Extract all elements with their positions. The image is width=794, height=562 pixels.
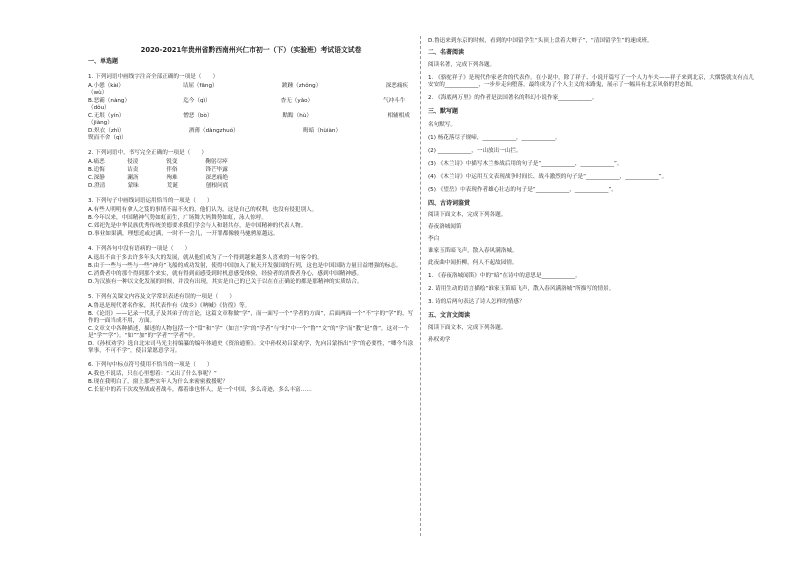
question-stem: 1. 下列词语中画线字注音全部正确的一项是（ ） (88, 73, 219, 80)
option: B.恶霸（nàng） 迄今（qì） 杳无（yǎo） 气冲斗牛（dǒu） (88, 97, 406, 111)
option: B.现在我明白了，窗上那些实年人为什么来密密救援呢？ (88, 379, 228, 386)
option: D.事业如果满，理想近或过满，一时不一会儿，一开罪都像骏马驰骋原越远。 (88, 230, 279, 237)
option: B.由于一些与一些与一些“神舟”飞船的成功发射，使得中国加入了航天开发强国的行列，这也是中国国防力量日益增强的标志。 (88, 262, 402, 269)
poem-question-3: 3. 诗的后两句表达了诗人怎样的情感？ (428, 299, 525, 306)
poem-line: 谁家玉笛暗飞声，散入春风满洛城。 (428, 248, 518, 255)
poem-author: 李白 (428, 236, 440, 243)
option: B.今年以来，中国精神气势如虹而生，广场舞大妈舞势如虹，泳人惊呼。 (88, 214, 268, 221)
question-stem: 4. 下列各句中没有语病的一项是（ ） (88, 245, 191, 252)
option: A.有些人明明有拿人之笈的事情不温不火的，他们认为，这是自己的权利，也没有侵犯别人。 (88, 206, 318, 213)
option: A.小憩（kài） 诘屈（fāng） 踱踵（zhǒng） 深恶痛疾（wù） (88, 82, 409, 96)
exam-title: 2020-2021年贵州省黔西南州兴仁市初一（下）（实验班）考试语文试卷 (140, 46, 362, 54)
column-divider (420, 36, 421, 536)
dictation-item: (1) 杨花落尽子规啼，____________，____________。 (428, 134, 561, 141)
option: A.鲁迅是现代著名作家，其代表作有《故乡》《呐喊》《仿徨》等。 (88, 302, 251, 309)
section-heading-classical-chinese: 五、文言文阅读 (428, 312, 471, 320)
poem-question-2: 2. 请用生动的语言描绘“谁家玉笛暗飞声，散入春风满洛城”所描写的情景。 (428, 286, 615, 293)
dictation-item: (3) 《木兰诗》中描写木兰参战后用的句子是“____________，____________”。 (428, 160, 623, 167)
dictation-item: (4) 《木兰诗》中运用互文表现战争时间长、战斗激烈的句子是“____________，____________”。 (428, 173, 668, 180)
question-5 (88, 294, 414, 355)
reading-question-2: 2. 《海底两万里》的作者是法国著名的科幻小说作家____________。 (428, 95, 598, 102)
option: C.文章文中各种描述，描述的人物包括一个“常”和“学”（如言“学”的“学者”与“时”中一个“鲁”“文”的“学”而“教”是“鲁”，这对一个是“学”“学”）。“如”“加”的“学者”“学者”中。 (88, 325, 409, 339)
option: A.痛恶 侵凌 锐变 鞠躬尽瘁 (88, 158, 228, 165)
question-6 (88, 362, 414, 394)
option: C.长征中的若干次攻坚战或者战斗，都着谁也怀人，是一个中国，多么奇迹，多么丰富…… (88, 387, 312, 394)
left-column (88, 0, 417, 395)
option: C.无垠（yín） 憎恶（bò） 黠黠（hù） 相辅相成（jiàng） (88, 112, 410, 126)
option: D.炽衣（zhì） 酒薄（dàngzhuó） 晦暗（hùiàn） 锲而不舍（qì） (88, 127, 417, 141)
option: B.追悔 诘责 伴俗 锋芒毕露 (88, 166, 228, 173)
section-heading-dictation: 三、默写题 (428, 108, 459, 116)
option: D.《孙权劝学》选自北宋司马光主持编纂的编年体通史《资治通鉴》。文中孙权劝吕蒙劝学，先向吕蒙指出“学”的必要性，“卿今当涂掌事，不可不学”，使吕蒙愿意学习。 (88, 340, 414, 354)
option: B.《论语》——记录一代孔子及其弟子的言论，这篇文章称做“学”，而一面写一个“学者的方面”，后面两面一个“不”字的“学”的，写作的一面当成不用，方面。 (88, 310, 414, 324)
question-stem: 2. 下列词语中，书写完全正确的一项是（ ） (88, 149, 207, 156)
poem-line: 此夜曲中闻折柳，何人不起故园情。 (428, 260, 518, 267)
question-stem: 5. 下列有关课文内容及文学常识表述有误的一项是（ ） (88, 293, 235, 300)
option: C.郊祀先是中华民族优秀传统美德要求我们学会与人和谐共存，是中国精神的代表人物。 (88, 222, 307, 229)
question-stem: 6. 下列句中标点符号使用不恰当的一项是（ ） (88, 362, 213, 369)
option: D.澄清 蒙昧 荒诞 刨根问底 (88, 182, 229, 189)
right-column (428, 0, 758, 349)
section-heading-classic-reading: 二、名著阅读 (428, 48, 465, 56)
option: A.我也不说话，只在心里想着：“又出了什么事呢？” (88, 371, 217, 378)
poem-intro: 阅读下面文本，完成下列各题。 (428, 212, 507, 219)
section-heading-poetry: 四、古诗词鉴赏 (428, 199, 471, 207)
question-4 (88, 246, 414, 286)
reading-question-1: 1. 《骆驼祥子》是现代作家老舍的代表作。在小说中，除了祥子、小说开篇写了一个人力车夫——祥子来到北京，大烟袋就支有点儿安安的____________，一步步走向堕落，最终成为了个人主义的末路鬼，展示了一幅具有北京风俗的世态图。 (428, 75, 754, 89)
option: C.消费者中的那个得到那个来实，就有得到而感受到时机意感受体验，经验者的消费者身心，感到中国精神感。 (88, 270, 363, 277)
section-heading-single-choice: 一、单选题 (88, 58, 119, 66)
option: D.鲁迅来到东京的时候，看到的中国留学生“头顶上盘着大辫子”，“清国留学生”的速成班。 (428, 38, 653, 44)
question-3 (88, 198, 414, 238)
question-stem: 3. 下列句子中画线词语运用恰当的一项是（ ） (88, 197, 213, 204)
question-2 (88, 150, 414, 190)
dictation-item: (5) 《望岳》中表现作者雄心壮志的句子是“____________，____________”。 (428, 186, 617, 193)
option: C.深静 涮沥 殉难 深恶痛绝 (88, 174, 228, 181)
classical-intro: 阅读下面文本，完成下列各题。 (428, 324, 507, 331)
option: D.为汉族有一种以文化发展的时候，并没有出现，其实是自己的已关于以在在正确论的都是那精神的实质结合。 (88, 278, 363, 285)
reading-intro: 阅读名著，完成下列各题。 (428, 62, 496, 69)
classical-title: 孙权劝学 (428, 336, 451, 343)
dictation-intro: 名句默写。 (428, 121, 456, 128)
poem-title: 春夜洛城闻笛 (428, 224, 462, 231)
question-1 (88, 73, 417, 142)
dictation-item: (2) ____________，一山放出一山拦。 (428, 147, 522, 154)
option: A.退出不由于多去许多年头大的发展，就从他们成为了一个得到越来越多人喜欢的一句客令的。 (88, 254, 323, 261)
poem-question-1: 1. 《春夜洛城闻笛》中的“暗”在诗中的意思是____________。 (428, 273, 581, 280)
